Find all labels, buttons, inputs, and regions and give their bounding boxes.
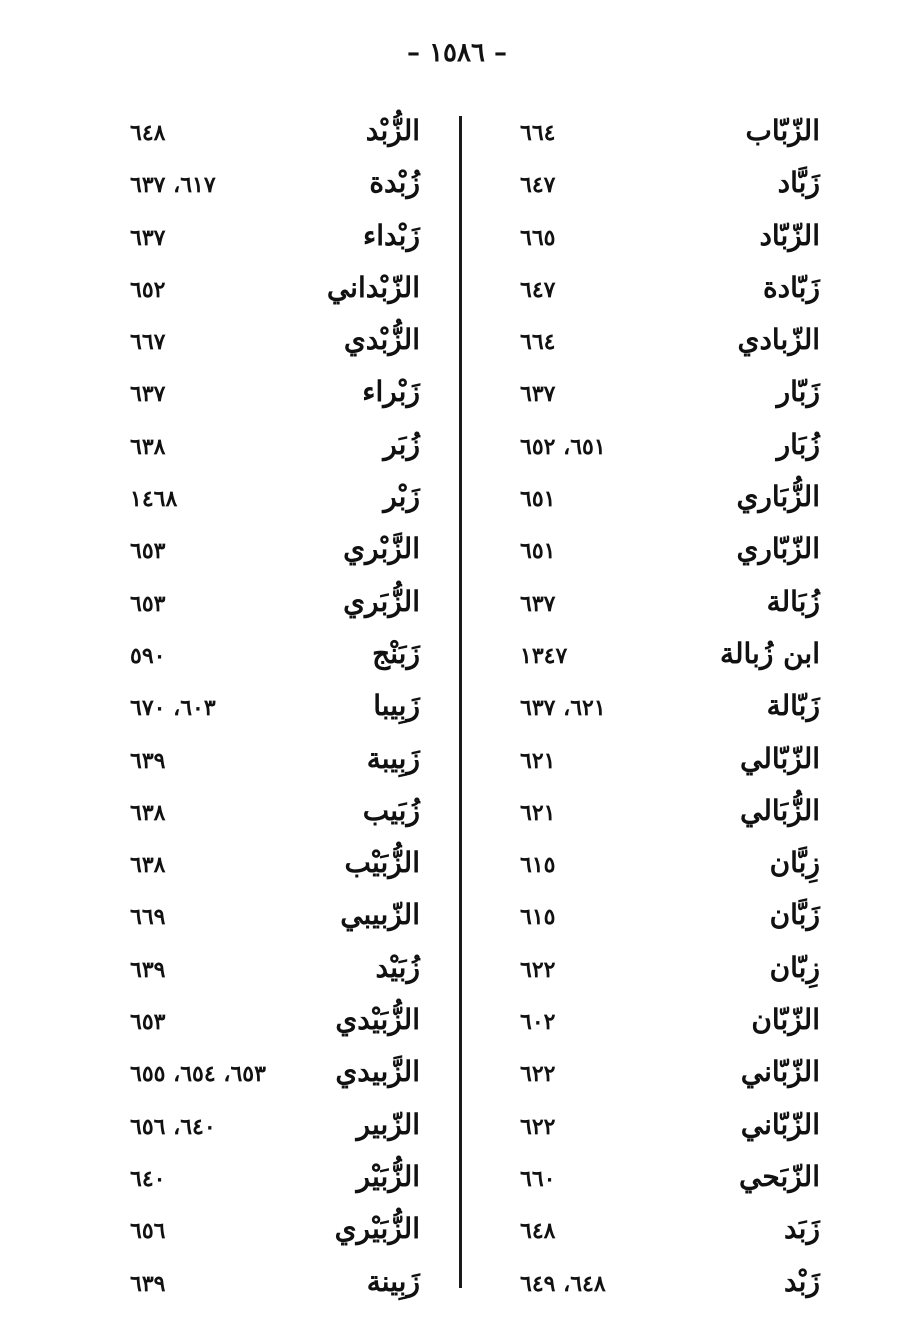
index-entry bbox=[130, 997, 420, 1049]
index-entry bbox=[130, 526, 420, 578]
entry-word: زُبَر bbox=[383, 427, 420, 461]
entry-pages: ٦٢٢ bbox=[520, 1061, 556, 1088]
entry-pages: ٦٢٢ bbox=[520, 1113, 556, 1140]
entry-word: زُبَار bbox=[776, 427, 820, 461]
index-entry bbox=[520, 1259, 820, 1311]
entry-pages: ٦٦٠ bbox=[520, 1165, 556, 1192]
index-entry bbox=[520, 945, 820, 997]
entry-pages: ٦٤٧ bbox=[520, 172, 556, 199]
entry-word: الزَّبيدي bbox=[335, 1055, 420, 1089]
entry-word: زَبْر bbox=[383, 480, 420, 514]
entry-word: الزّبير bbox=[356, 1107, 420, 1141]
entry-pages: ٦٥٣ bbox=[130, 538, 166, 565]
entry-pages: ٦٥١ bbox=[520, 538, 556, 565]
index-entry bbox=[520, 317, 820, 369]
index-entry bbox=[520, 1154, 820, 1206]
entry-word: زَبِيبة bbox=[366, 741, 420, 775]
entry-word: الزّبّاد bbox=[759, 218, 820, 252]
entry-word: الزُّبَالي bbox=[740, 793, 820, 827]
index-entry bbox=[520, 579, 820, 631]
entry-pages: ٦٦٩ bbox=[130, 904, 166, 931]
index-entry bbox=[520, 683, 820, 735]
index-entry bbox=[130, 1206, 420, 1258]
entry-pages: ٦٣٨ bbox=[130, 433, 166, 460]
index-entry bbox=[520, 631, 820, 683]
entry-word: زَبَنْج bbox=[372, 636, 420, 670]
entry-word: زَبْد bbox=[783, 1264, 820, 1298]
entry-word: الزُّبْدي bbox=[343, 323, 420, 357]
index-entry bbox=[520, 892, 820, 944]
entry-word: الزّبّاب bbox=[745, 114, 820, 147]
entry-pages: ٦٥٣، ٦٥٤، ٦٥٥ bbox=[130, 1061, 266, 1088]
index-entry bbox=[130, 474, 420, 526]
entry-word: زَبِيبا bbox=[373, 689, 420, 723]
entry-pages: ٦٣٧ bbox=[520, 381, 556, 408]
index-entry bbox=[520, 422, 820, 474]
index-entry bbox=[130, 369, 420, 421]
entry-word: زَبَّان bbox=[769, 898, 820, 932]
entry-pages: ٦٢١ bbox=[520, 747, 556, 774]
index-entry bbox=[130, 160, 420, 212]
entry-word: زِبَّان bbox=[769, 846, 820, 880]
index-column-left bbox=[130, 108, 420, 1298]
index-entry bbox=[130, 108, 420, 160]
index-entry bbox=[520, 108, 820, 160]
index-entry bbox=[130, 945, 420, 997]
index-entry bbox=[130, 265, 420, 317]
entry-pages: ٦٣٧ bbox=[520, 590, 556, 617]
entry-pages: ٦٣٩ bbox=[130, 1270, 166, 1297]
entry-word: ابن زُبالة bbox=[719, 636, 820, 670]
entry-pages: ٦٥٦ bbox=[130, 1218, 166, 1245]
index-entry bbox=[130, 892, 420, 944]
entry-pages: ٥٩٠ bbox=[130, 642, 166, 669]
entry-pages: ٦٣٨ bbox=[130, 852, 166, 879]
index-entry bbox=[130, 1102, 420, 1154]
index-entry bbox=[130, 631, 420, 683]
entry-pages: ٦٢١، ٦٣٧ bbox=[520, 695, 606, 722]
entry-pages: ٦٠٣، ٦٧٠ bbox=[130, 695, 216, 722]
entry-pages: ٦١٧، ٦٣٧ bbox=[130, 172, 216, 199]
entry-word: الزُّبَيْر bbox=[356, 1159, 420, 1193]
index-entry bbox=[520, 1102, 820, 1154]
entry-pages: ٦٥٢ bbox=[130, 276, 166, 303]
index-entry bbox=[130, 1049, 420, 1101]
index-entry bbox=[130, 213, 420, 265]
entry-pages: ٦٣٩ bbox=[130, 956, 166, 983]
entry-pages: ٦٤٨، ٦٤٩ bbox=[520, 1270, 606, 1297]
entry-pages: ١٤٦٨ bbox=[130, 486, 178, 513]
entry-word: الزّبيبي bbox=[340, 898, 420, 932]
entry-pages: ٦٣٧ bbox=[130, 381, 166, 408]
entry-pages: ٦٣٨ bbox=[130, 799, 166, 826]
index-entry bbox=[520, 526, 820, 578]
entry-word: زَبَد bbox=[783, 1212, 820, 1246]
entry-word: زَبَّاد bbox=[777, 166, 820, 200]
entry-word: الزّبَحي bbox=[739, 1159, 820, 1193]
entry-pages: ٦٥١ bbox=[520, 486, 556, 513]
entry-pages: ٦٥٣ bbox=[130, 1009, 166, 1036]
index-entry bbox=[130, 736, 420, 788]
index-entry bbox=[130, 317, 420, 369]
entry-word: زَبّالة bbox=[766, 689, 820, 723]
entry-pages: ٦١٥ bbox=[520, 904, 556, 931]
entry-word: زَبّار bbox=[776, 375, 820, 409]
index-entry bbox=[520, 788, 820, 840]
page-number: – ١٥٨٦ – bbox=[407, 38, 507, 68]
index-column-right bbox=[520, 108, 820, 1298]
entry-word: الزّبّاني bbox=[740, 1107, 820, 1141]
index-entry bbox=[130, 1259, 420, 1311]
entry-pages: ٦٥٣ bbox=[130, 590, 166, 617]
entry-pages: ٦٤٨ bbox=[520, 1218, 556, 1245]
entry-word: الزُّبَيْري bbox=[334, 1212, 420, 1246]
entry-pages: ٦٦٤ bbox=[520, 120, 556, 146]
entry-word: الزُّبَاري bbox=[736, 480, 820, 514]
entry-pages: ٦٢١ bbox=[520, 799, 556, 826]
index-entry bbox=[520, 997, 820, 1049]
entry-word: الزَّبْري bbox=[343, 532, 420, 566]
index-entry bbox=[130, 788, 420, 840]
entry-word: زُبَالة bbox=[766, 584, 820, 618]
entry-word: زُبْدة bbox=[369, 166, 420, 200]
entry-pages: ٦٤٠ bbox=[130, 1165, 166, 1192]
entry-pages: ٦٦٧ bbox=[130, 329, 166, 356]
entry-pages: ٦٠٢ bbox=[520, 1009, 556, 1036]
entry-word: الزُّبَيْدي bbox=[335, 1003, 420, 1037]
entry-word: الزّبّاري bbox=[736, 532, 820, 566]
entry-pages: ١٣٤٧ bbox=[520, 642, 568, 669]
index-entry bbox=[520, 1049, 820, 1101]
entry-word: زَبِينة bbox=[366, 1264, 420, 1298]
index-entry bbox=[520, 1206, 820, 1258]
index-entry bbox=[520, 840, 820, 892]
entry-word: زُبَيب bbox=[362, 793, 420, 827]
entry-pages: ٦٤٠، ٦٥٦ bbox=[130, 1113, 216, 1140]
index-entry bbox=[520, 265, 820, 317]
entry-word: زُبَيْد bbox=[375, 950, 420, 984]
index-entry bbox=[130, 1154, 420, 1206]
entry-word: الزّبادي bbox=[737, 323, 820, 357]
index-entry bbox=[130, 683, 420, 735]
entry-word: الزّبّاني bbox=[740, 1055, 820, 1089]
index-entry bbox=[130, 840, 420, 892]
entry-pages: ٦٣٧ bbox=[130, 224, 166, 251]
index-entry bbox=[520, 213, 820, 265]
index-entry bbox=[520, 736, 820, 788]
index-entry bbox=[130, 579, 420, 631]
entry-word: الزّبّالي bbox=[740, 741, 820, 775]
entry-word: الزُّبَيْب bbox=[344, 846, 420, 880]
entry-pages: ٦٥١، ٦٥٢ bbox=[520, 433, 606, 460]
index-entry bbox=[130, 422, 420, 474]
entry-pages: ٦٦٤ bbox=[520, 329, 556, 356]
entry-word: زَبْراء bbox=[362, 375, 420, 409]
index-entry bbox=[520, 369, 820, 421]
entry-pages: ٦٤٨ bbox=[130, 120, 166, 146]
entry-pages: ٦٣٩ bbox=[130, 747, 166, 774]
entry-word: الزُّبْد bbox=[365, 114, 420, 147]
column-divider bbox=[459, 116, 462, 1288]
entry-word: زَبّادة bbox=[763, 270, 820, 304]
index-entry bbox=[520, 160, 820, 212]
entry-word: الزّبّان bbox=[751, 1003, 820, 1037]
entry-pages: ٦٤٧ bbox=[520, 276, 556, 303]
entry-word: الزّبْداني bbox=[326, 270, 420, 304]
entry-word: زَبْداء bbox=[363, 218, 420, 252]
entry-pages: ٦٢٢ bbox=[520, 956, 556, 983]
entry-word: زِبّان bbox=[769, 950, 820, 984]
entry-pages: ٦١٥ bbox=[520, 852, 556, 879]
entry-pages: ٦٦٥ bbox=[520, 224, 556, 251]
index-entry bbox=[520, 474, 820, 526]
entry-word: الزُّبَري bbox=[343, 584, 420, 618]
